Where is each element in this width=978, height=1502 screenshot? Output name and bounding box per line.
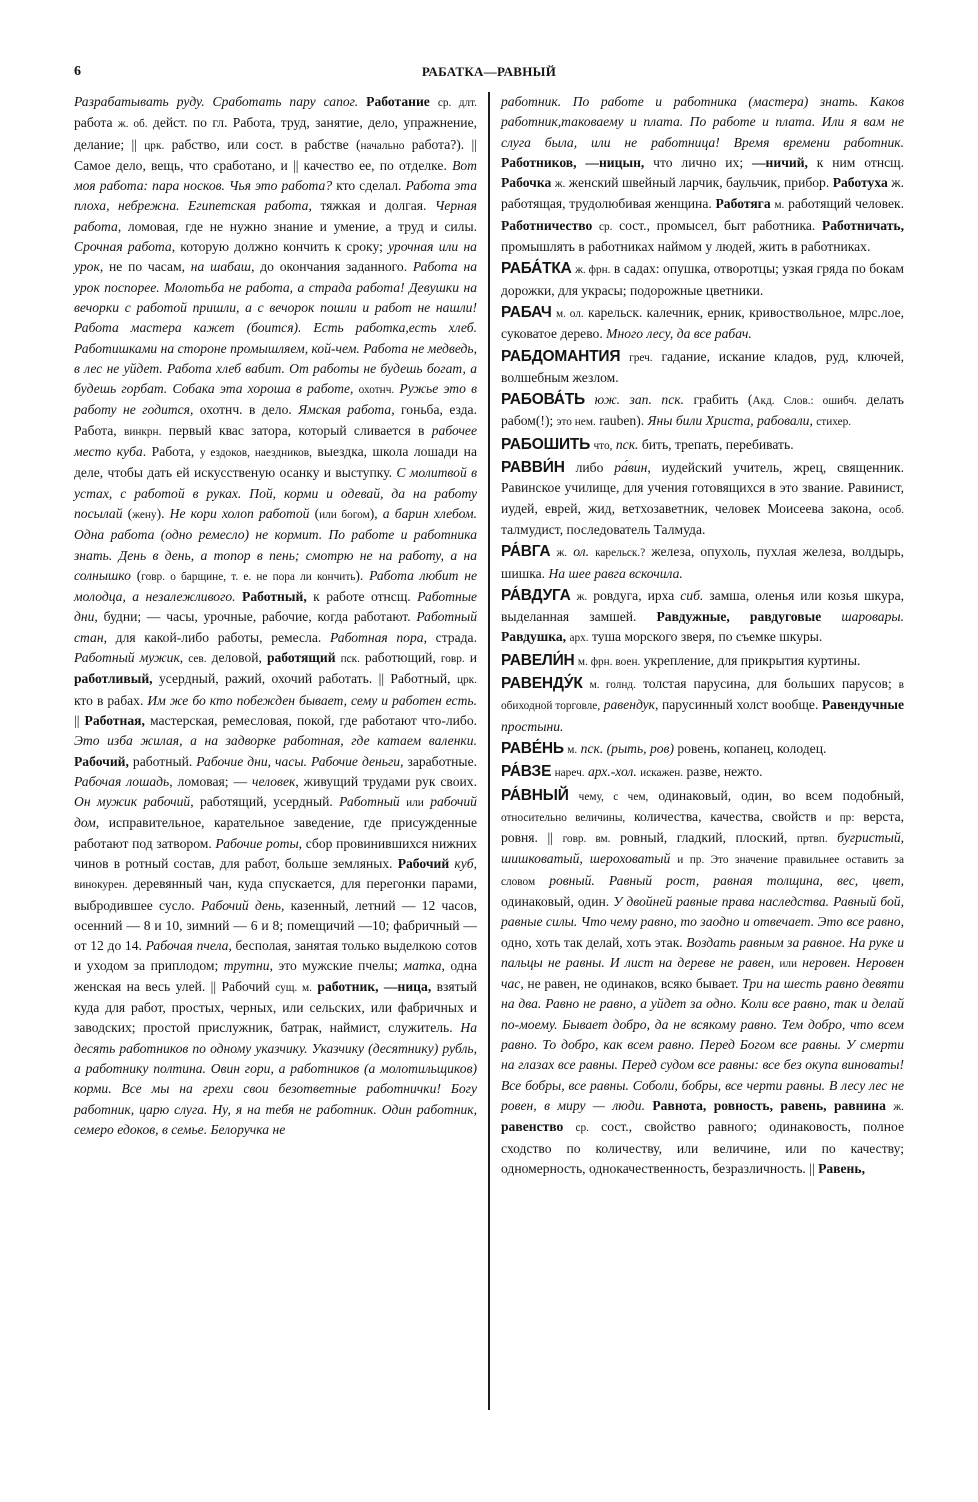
headword: РА́ВНЫЙ xyxy=(501,786,569,804)
page-header xyxy=(74,64,904,84)
headword: РА́ВЗЕ xyxy=(501,763,552,781)
entry-ravelin: РАВЕЛИ́Н м. фрн. воен. укрепление, для прикрытия куртины. xyxy=(501,651,861,669)
running-head: РАБАТКА—РАВНЫЙ xyxy=(421,64,557,79)
entry-rabovat: РАБОВА́ТЬ юж. зап. пск. грабить (Акд. Слов.: ошибч. делать рабом(!); это нем. rauben). Яны били Христа, рабовали, стихер. xyxy=(501,391,904,429)
entry-rabota: Разрабатывать руду. Сработать пару сапог. Работание ср. длт. работа ж. об. дейст. по гл. Работа, труд, занятие, дело, упражнение, делание; || црк. рабство, или сост. в рабстве (начально работа?). || Самое дело, вещь, что сработано, и || качество ее, по отделке. Вот моя работа: пара носков. Чья это работа? кто сделал. Работа эта плоха, небрежна. Египетская работа, тяжкая и долгая. Черная работа, ломовая, где не нужно знание и умение, а труд и силы. Срочная работа, которую должно кончить к сроку; урочная или на урок, не по часам, на шабаш, до окончания заданного. Работа на урок поспорее. Молотьба не работа, а страда работа! Девушки на вечорки с работой пришли, а с вечорок пошли и работ не нашли! Работа мастера кажет (боится). Есть работка,есть хлеб. Работишками на стороне промышляем, кой-чем. Работа не медведь, в лес не уйдет. Работа хлеб вабит. От работы не будешь богат, а будешь горбат. Собака эта хороша в работе, охотнч. Ружье это в работу не годится, охотнч. в дело. Ямская работа, гоньба, езда. Работа, винкрн. первый квас затора, который сливается в рабочее место куба. Работа, у ездоков, наездников, выездка, школа лошади на деле, чтобы дать ей искусственую осанку и выступку. С молитвой в устах, с работой в руках. Пой, корми и одевай, да на работу посылай (жену). Не кори холоп работой (или богом), а барин хлебом. Одна работа (одно ремесло) не кормит. По работе и работника знать. День в день, а топор в пень; смотрю не на работу, а на солнышко (говр. о барщине, т. е. не пора ли кончить). Работа любит не молодца, а незалежливого. Работный, к работе отнсщ. Работные дни, будни; — часы, урочные, рабочие, когда работают. Работный стан, для какой-либо работы, ремесла. Работная пора, страда. Работный мужик, сев. деловой, работящий пск. работющий, говр. и работливый, усердный, ражий, охочий работать. || Работный, црк. кто в рабах. Им же бо кто побежден бывает, сему и работен есть. || Работная, мастерская, ремесловая, покой, где работают что-либо. Это изба жилая, а на задворке работная, где катаем валенки. Рабочий, работный. Рабочие дни, часы. Рабочие деньги, заработные. Рабочая лошадь, ломовая; — человек, живущий трудами рук своих. Он мужик рабочий, работящий, усердный. Работный или рабочий дом, исправительное, карательное заведение, где присужденные работают под затвором. Рабочие роты, сбор провинившихся нижних чинов в ротный состав, для работ, больше земляных. Рабочий куб, винокурен. деревянный чан, куда спускается, для перегонки парами, выбродившее сусло. Рабочий день, казенный, летний — 12 часов, осенний — 8 и 10, зимний — 6 и 8; помещичий —10; фабричный — от 12 до 14. Рабочая пчела, бесполая, занятая только выделкою сотов и уходом за приплодом; трутни, это мужские пчелы; матка, одна женская на весь улей. || Рабочий сущ. м. работник, —ница, взятый куда для работ, простых, черных, или сельских, или фабричных и заводских; простой прислужник, батрак, наймист, служитель. На десять работников по одному указчику. Указчику (десятнику) рубль, а работнику полтина. Овин гори, а работников (а молотильщиков) корми. Все мы на грехи свои безответные работнички! Богу работник, царю слуга. Ну, я на тебя не работник. Один работник, семеро едоков, в семье. Белоручка не xyxy=(74,94,478,1137)
entry-ravga: РА́ВГА ж. ол. карельск.? железа, опухоль, пухлая железа, волдырь, шишка. На шее равга вскочила. xyxy=(501,543,904,581)
page-number: 6 xyxy=(74,64,81,79)
column-divider xyxy=(488,92,490,1410)
entry-rabach: РАБАЧ м. ол. карельск. калечник, ерник, кривоствольное, млрс.лое, суковатое дерево. Много лесу, да все рабач. xyxy=(501,303,905,342)
headword: РАВЕНДУ́К xyxy=(501,675,583,693)
entry-ravenduk: РАВЕНДУ́К м. голнд. толстая парусина, для больших парусов; в обиходной торговле, равендук, парусинный холст вообще. Равендучные простыни. xyxy=(501,675,904,734)
entry-ravduga: РА́ВДУГА ж. ровдуга, ирха сиб. замша, оленья или козья шкура, выделанная замшей. Равдужные, равдуговые шаровары. Равдушка, арх. туша морского зверя, по съемке шкуры. xyxy=(501,586,904,645)
entry-ravvin: РАВВИ́Н либо ра́вин, иудейский учитель, жрец, священник. Равинское училище, для учения готовящихся в это звание. Равинист, иудей, еврей, жид, ветхозаветник, человек Моисеева закона, особ. талмудист, последователь Талмуда. xyxy=(501,459,904,537)
entry-rabota-continued: работник. По работе и работника (мастера) знать. Каков работник,таковаему и плата. По работе и плата. Или я вам не слуга была, или не работница! Время времени работник. Работников, —ницын, что лично их; —ничий, к ним отнсщ. Рабочка ж. женский швейный ларчик, баульчик, прибор. Работуха ж. работящая, трудолюбивая женщина. Работяга м. работящий человек. Работничество ср. сост., промысел, быт работника. Работничать, промышлять в работниках наймом у людей, жить в работниках. xyxy=(501,94,904,255)
headword: РАБОВА́ТЬ xyxy=(501,391,585,409)
headword: РАБАЧ xyxy=(501,303,552,321)
headword: РА́ВДУГА xyxy=(501,586,571,604)
headword: РАБА́ТКА xyxy=(501,260,572,278)
entry-ravze: РА́ВЗЕ нареч. арх.-хол. искажен. разве, нежто. xyxy=(501,763,763,781)
entry-raboshit: РАБОШИТЬ что, пск. бить, трепать, перебивать. xyxy=(501,435,794,453)
entry-ravnyy: РА́ВНЫЙ чему, с чем, одинаковый, один, во всем подобный, относительно величины, количества, качества, свойств и пр: верста, ровня. || говр. вм. ровный, гладкий, плоский, пртвп. бугристый, шишковатый, шероховатый и пр. Это значение правильнее оставить за словом ровный. Равный рост, равная толщина, вес, цвет, одинаковый, один. У двойней равные права наследства. Равный бой, равные силы. Что чему равно, то заодно и отвечает. Это все равно, одно, хоть так делай, хоть этак. Воздать равным за равное. На руке и пальцы не равны. И лист на дереве не равен, или неровен. Неровен час, не равен, не одинаков, всяко бывает. Три на шесть равно девяти на два. Равно не равно, а уйдет за одно. Коли все равно, так и делай по-моему. Бывает добро, да не всякому равно. Тем добро, что всем равно. То добро, как всем равно. Перед Богом все равны. У смерти на глазах все равны. Перед судом все равны: все без окупа виноваты! Все бобры, все равны. Соболи, бобры, все черти равны. В лесу лес не ровен, в миру — люди. Равнота, ровность, равень, равнина ж. равенство ср. сост., свойство равного; одинаковость, полное сходство по количеству, или величине, или по качеству; одномерность, однокачественность, безразличность. || Равень, xyxy=(501,786,905,1176)
headword: РАВВИ́Н xyxy=(501,459,565,477)
headword: РАВЕЛИ́Н xyxy=(501,651,575,669)
headword: РАБДОМАНТИЯ xyxy=(501,347,621,365)
entry-rabdomantiya: РАБДОМАНТИЯ греч. гадание, искание кладов, руд, ключей, волшебным жезлом. xyxy=(501,347,904,385)
headword: РАБОШИТЬ xyxy=(501,435,591,453)
headword: РА́ВГА xyxy=(501,543,551,561)
left-column xyxy=(74,92,477,1140)
entry-raven: РАВЕ́НЬ м. пск. (рыть, ров) ровень, копанец, колодец. xyxy=(501,739,827,757)
headword: РАВЕ́НЬ xyxy=(501,739,564,757)
right-column xyxy=(501,92,904,1179)
entry-rabatka: РАБА́ТКА ж. фрн. в садах: опушка, отворотцы; узкая гряда по бокам дорожки, для украсы; подорожные цветники. xyxy=(501,260,904,298)
